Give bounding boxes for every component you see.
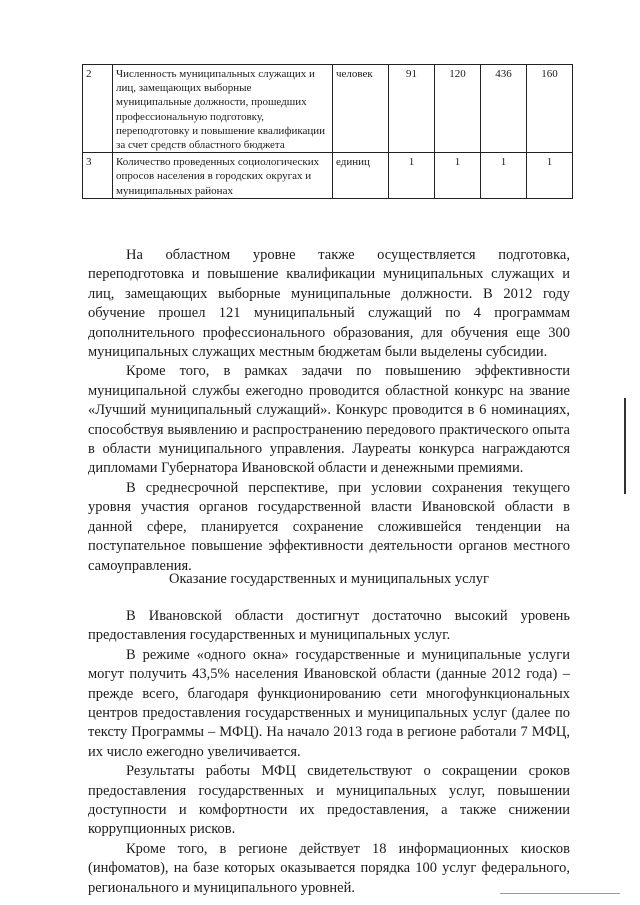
table-row <box>83 153 573 199</box>
paragraph: В режиме «одного окна» государственные и муниципальные услуги могут получить 43,5% населения Ивановской области (данные 2012 года) – прежде всего, благодаря функционированию сети многофункциональных центров предоставления государственных и муниципальных услуг (далее по тексту Программы – МФЦ). На начало 2013 года в регионе работали 7 МФЦ, их число ежегодно увеличивается. <box>88 646 570 760</box>
table-row <box>83 65 573 153</box>
text-block-services <box>88 607 570 898</box>
indicators-table <box>82 64 573 199</box>
paragraph: На областном уровне также осуществляется подготовка, переподготовка и повышение квалификации муниципальных служащих и лиц, замещающих выборные муниципальные должности. В 2012 году обучение прошел 121 муниципальный служащий по 4 программам дополнительного профессионального образования, для обучения еще 300 муниципальных служащих местным бюджетам были выделены субсидии. <box>88 247 570 361</box>
row-number: 2 <box>83 65 113 153</box>
indicator-title: Количество проведенных социологических опросов населения в городских округах и муниципальных районах <box>113 153 333 199</box>
value-cell: 91 <box>389 65 435 153</box>
section-heading: Оказание государственных и муниципальных услуг <box>169 571 489 587</box>
text-block-training <box>88 246 570 576</box>
value-cell: 160 <box>527 65 573 153</box>
paragraph: Результаты работы МФЦ свидетельствуют о сокращении сроков предоставления государственных и муниципальных услуг, повышении доступности и комфортности их предоставления, а также снижении коррупционных рисков. <box>88 763 570 838</box>
row-number: 3 <box>83 153 113 199</box>
value-cell: 1 <box>389 153 435 199</box>
paragraph: В среднесрочной перспективе, при условии сохранения текущего уровня участия органов государственной власти Ивановской области в данной сфере, планируется сохранение сложившейся тенденции на поступательное повышение эффективности деятельности органов местного самоуправления. <box>88 479 570 574</box>
value-cell: 1 <box>527 153 573 199</box>
paragraph: В Ивановской области достигнут достаточно высокий уровень предоставления государственных и муниципальных услуг. <box>88 608 570 644</box>
indicator-title: Численность муниципальных служащих и лиц, замещающих выборные муниципальные должности, прошедших профессиональную подготовку, переподготовку и повышение квалификации за счет средств областного бюджета <box>113 65 333 153</box>
value-cell: 1 <box>435 153 481 199</box>
paragraph: Кроме того, в регионе действует 18 информационных киосков (инфоматов), на базе которых оказывается порядка 100 услуг федерального, регионального и муниципального уровней. <box>88 840 570 896</box>
value-cell: 436 <box>481 65 527 153</box>
unit-cell: единиц <box>333 153 389 199</box>
value-cell: 1 <box>481 153 527 199</box>
unit-cell: человек <box>333 65 389 153</box>
scan-artifact-line <box>500 893 620 894</box>
scan-margin-mark <box>624 398 626 494</box>
paragraph: Кроме того, в рамках задачи по повышению эффективности муниципальной службы ежегодно проводится областной конкурс на звание «Лучший муниципальный служащий». Конкурс проводится в 6 номинациях, способствуя выявлению и распространению передового практического опыта в области муниципального управления. Лауреаты конкурса награждаются дипломами Губернатора Ивановской области и денежными премиями. <box>88 363 570 477</box>
value-cell: 120 <box>435 65 481 153</box>
